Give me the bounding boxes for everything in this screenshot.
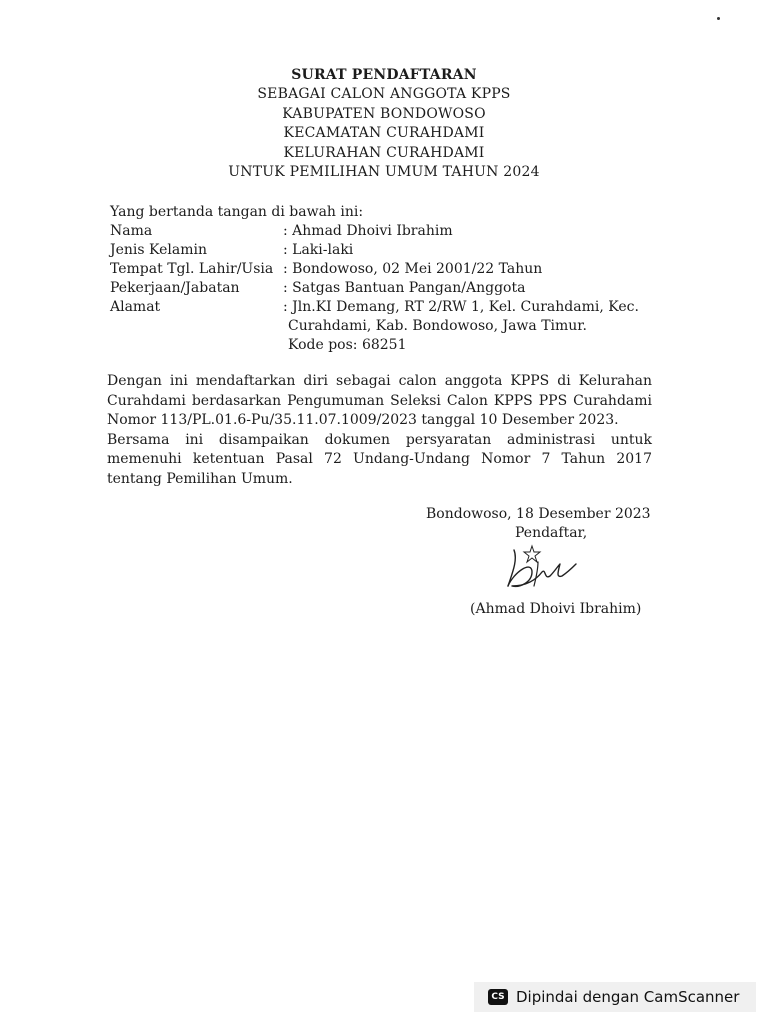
subtitle-line: SEBAGAI CALON ANGGOTA KPPS	[257, 86, 511, 102]
field-label: Nama	[110, 223, 153, 239]
intro-text: Yang bertanda tangan di bawah ini:	[110, 204, 364, 220]
postal-code: Kode pos: 68251	[288, 337, 407, 353]
signer-name: (Ahmad Dhoivi Ibrahim)	[470, 601, 642, 617]
field-value: : Ahmad Dhoivi Ibrahim	[283, 223, 453, 239]
subtitle-line: KELURAHAN CURAHDAMI	[283, 144, 485, 161]
field-value: : Laki-laki	[283, 242, 354, 258]
body-paragraph: Dengan ini mendaftarkan diri sebagai calon anggota KPPS di Kelurahan Curahdami berdasarkan Pengumuman Seleksi Calon KPPS PPS Curahdami Nomor 113/PL.01.6-Pu/35.11.07.1009/2023 tanggal 10 Desember 2023.	[107, 373, 652, 428]
subtitle-line: KABUPATEN BONDOWOSO	[282, 105, 486, 122]
body-paragraph: Bersama ini disampaikan dokumen persyaratan administrasi untuk memenuhi ketentuan Pasal 72 Undang-Undang Nomor 7 Tahun 2017 tentang Pemilihan Umum.	[107, 431, 652, 487]
closing-text: Pendaftar,	[515, 525, 588, 541]
field-value: : Jln.KI Demang, RT 2/RW 1, Kel. Curahdami, Kec.	[283, 299, 639, 315]
field-label: Pekerjaan/Jabatan	[110, 280, 240, 296]
camscanner-badge	[474, 982, 756, 1012]
place-date: Bondowoso, 18 Desember 2023	[426, 506, 651, 522]
address-line: Curahdami, Kab. Bondowoso, Jawa Timur.	[288, 318, 587, 334]
camscanner-label: Dipindai dengan CamScanner	[516, 988, 740, 1006]
subtitle-line: KECAMATAN CURAHDAMI	[283, 125, 485, 141]
scan-speck	[717, 17, 720, 20]
letter-header	[0, 66, 768, 183]
field-label: Tempat Tgl. Lahir/Usia	[110, 261, 274, 277]
field-value: : Bondowoso, 02 Mei 2001/22 Tahun	[283, 261, 543, 277]
subtitle-line: UNTUK PEMILIHAN UMUM TAHUN 2024	[228, 164, 540, 180]
letter-body	[107, 372, 652, 489]
field-label: Jenis Kelamin	[110, 242, 207, 258]
handwritten-signature	[502, 542, 582, 592]
letter-title: SURAT PENDAFTARAN	[291, 67, 477, 83]
field-label: Alamat	[110, 299, 161, 315]
field-value: : Satgas Bantuan Pangan/Anggota	[283, 280, 526, 296]
camscanner-logo-icon: CS	[488, 989, 508, 1005]
